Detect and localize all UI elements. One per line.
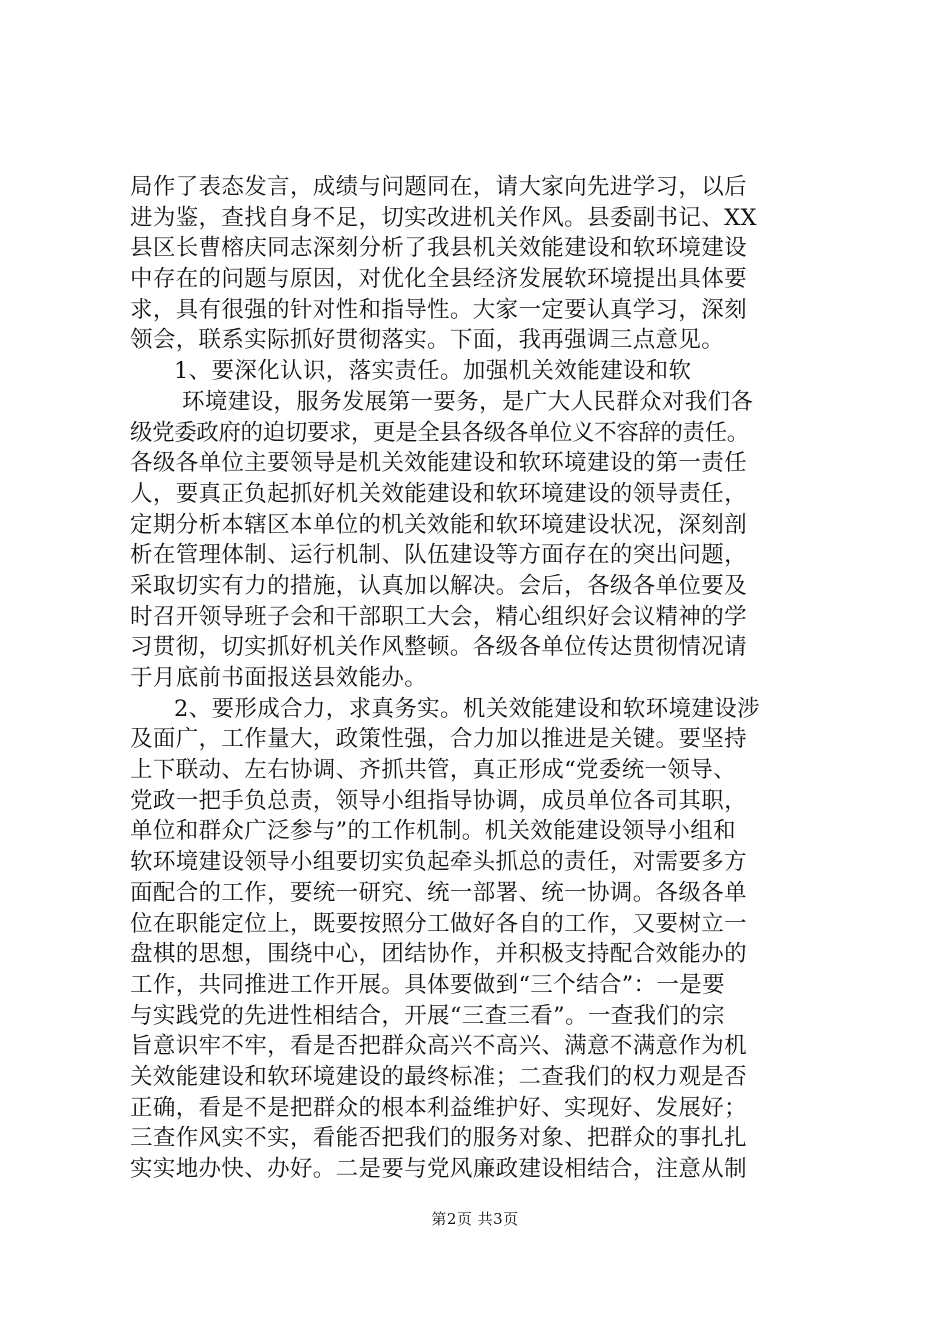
section-heading-1: 1、要深化认识，落实责任。加强机关效能建设和软 <box>174 358 692 385</box>
text-line: 工作，共同推进工作开展。具体要做到“三个结合”：一是要 <box>130 971 725 998</box>
text-line: 党政一把手负总责，领导小组指导协调，成员单位各司其职， <box>130 787 747 814</box>
text-line: 单位和群众广泛参与”的工作机制。机关效能建设领导小组和 <box>130 818 736 845</box>
text-line: 于月底前书面报送县效能办。 <box>130 665 428 691</box>
text-line: 各级各单位主要领导是机关效能建设和软环境建设的第一责任 <box>130 450 747 477</box>
text-line: 与实践党的先进性相结合，开展“三查三看”。一查我们的宗 <box>130 1002 725 1029</box>
text-line: 领会，联系实际抓好贯彻落实。下面，我再强调三点意见。 <box>130 327 725 354</box>
text-line: 实实地办快、办好。二是要与党风廉政建设相结合，注意从制 <box>130 1156 747 1182</box>
text-line: 析在管理体制、运行机制、队伍建设等方面存在的突出问题， <box>130 542 747 569</box>
text-line: 软环境建设领导小组要切实负起牵头抓总的责任，对需要多方 <box>130 849 747 876</box>
text-line: 采取切实有力的措施，认真加以解决。会后，各级各单位要及 <box>130 572 747 599</box>
text-line: 面配合的工作，要统一研究、统一部署、统一协调。各级各单 <box>130 879 747 906</box>
text-line: 上下联动、左右协调、齐抓共管，真正形成“党委统一领导、 <box>130 757 736 784</box>
text-line: 盘棋的思想，围绕中心，团结协作，并积极支持配合效能办的 <box>130 941 747 968</box>
text-line: 环境建设，服务发展第一要务，是广大人民群众对我们各 <box>182 388 754 415</box>
text-line: 局作了表态发言，成绩与问题同在，请大家向先进学习，以后 <box>130 174 747 200</box>
text-line: 人，要真正负起抓好机关效能建设和软环境建设的领导责任， <box>130 480 747 507</box>
text-line: 习贯彻，切实抓好机关作风整顿。各级各单位传达贯彻情况请 <box>130 634 747 661</box>
text-line: 定期分析本辖区本单位的机关效能和软环境建设状况，深刻剖 <box>130 511 747 538</box>
text-line: 中存在的问题与原因，对优化全县经济发展软环境提出具体要 <box>130 266 747 293</box>
page-number-footer: 第2页 共3页 <box>431 1210 519 1228</box>
text-line: 旨意识牢不牢，看是否把群众高兴不高兴、满意不满意作为机 <box>130 1033 747 1060</box>
text-line: 县区长曹榕庆同志深刻分析了我县机关效能建设和软环境建设 <box>130 235 747 262</box>
text-line: 关效能建设和软环境建设的最终标准；二查我们的权力观是否 <box>130 1063 747 1090</box>
text-line: 三查作风实不实，看能否把我们的服务对象、把群众的事扎扎 <box>130 1125 747 1152</box>
text-line: 位在职能定位上，既要按照分工做好各自的工作，又要树立一 <box>130 910 747 937</box>
section-heading-2: 2、要形成合力，求真务实。机关效能建设和软环境建设涉 <box>174 695 760 722</box>
text-line: 求，具有很强的针对性和指导性。大家一定要认真学习，深刻 <box>130 296 747 323</box>
text-line: 正确，看是不是把群众的根本利益维护好、实现好、发展好； <box>130 1094 747 1121</box>
text-line: 及面广，工作量大，政策性强，合力加以推进是关键。要坚持 <box>130 726 747 753</box>
text-line: 级党委政府的迫切要求，更是全县各级各单位义不容辞的责任。 <box>130 419 749 446</box>
text-line: 进为鉴，查找自身不足，切实改进机关作风。县委副书记、XX <box>130 204 757 231</box>
body-text <box>130 172 830 1185</box>
text-line: 时召开领导班子会和干部职工大会，精心组织好会议精神的学 <box>130 603 747 630</box>
